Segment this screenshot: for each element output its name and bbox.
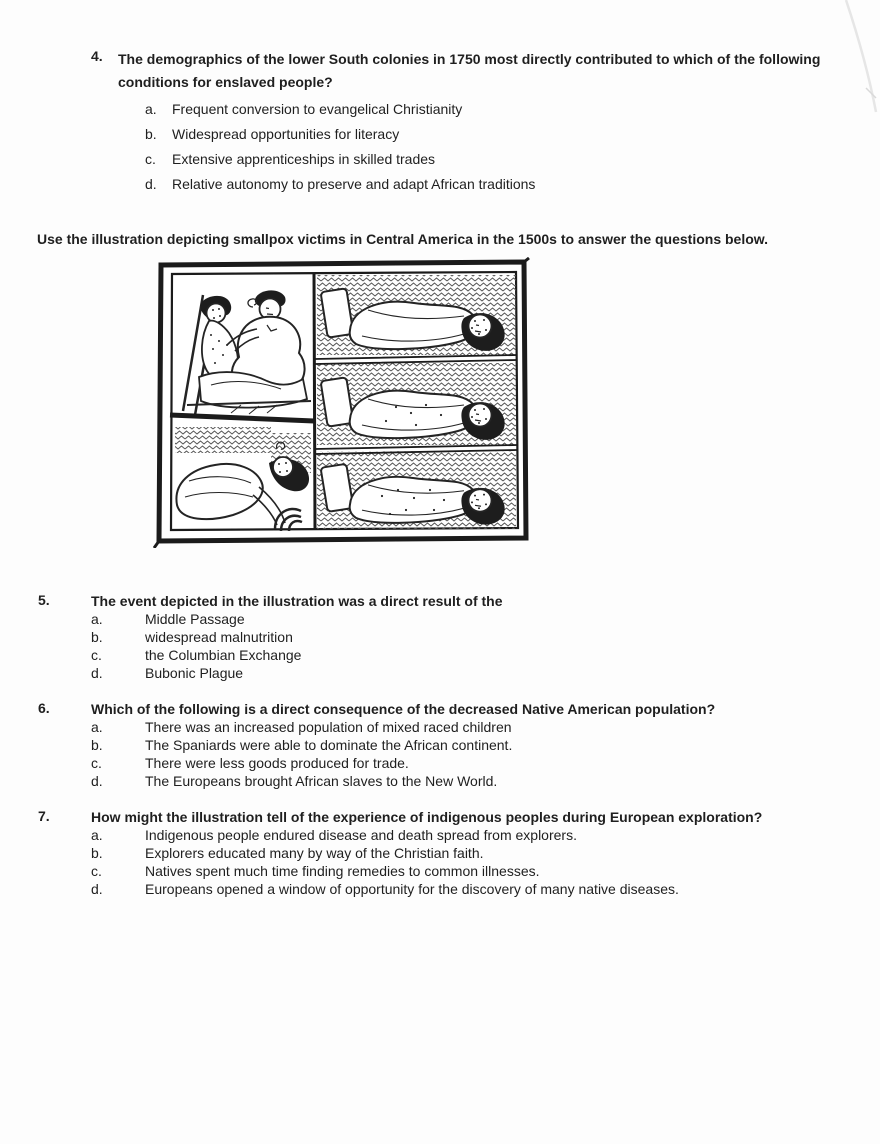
answer-options	[0, 610, 880, 682]
smallpox-illustration	[153, 257, 531, 548]
option-text: widespread malnutrition	[145, 629, 293, 645]
option-letter: b.	[145, 126, 157, 142]
answer-option	[0, 880, 880, 898]
answer-option	[0, 172, 880, 197]
answer-option	[0, 646, 880, 664]
option-text: Extensive apprenticeships in skilled trades	[172, 151, 436, 167]
option-text: Middle Passage	[145, 611, 245, 627]
answer-options	[0, 97, 880, 197]
option-letter: d.	[91, 773, 103, 789]
question-text: How might the illustration tell of the experience of indigenous peoples during European exploration?	[91, 809, 763, 825]
option-letter: b.	[91, 629, 103, 645]
option-text: Bubonic Plague	[145, 665, 244, 681]
option-letter: c.	[91, 863, 102, 879]
option-letter: b.	[91, 845, 103, 861]
option-text: Natives spent much time finding remedies to common illnesses.	[145, 863, 540, 879]
illustration-instruction: Use the illustration depicting smallpox victims in Central America in the 1500s to answer the questions below.	[37, 231, 769, 247]
option-letter: d.	[91, 881, 103, 897]
option-text: Explorers educated many by way of the Christian faith.	[145, 845, 484, 861]
answer-option	[0, 718, 880, 736]
answer-option	[0, 862, 880, 880]
option-text: Frequent conversion to evangelical Christianity	[172, 101, 463, 117]
option-letter: d.	[145, 176, 157, 192]
option-text: Relative autonomy to preserve and adapt African traditions	[172, 176, 536, 192]
option-letter: a.	[145, 101, 157, 117]
option-text: The Spaniards were able to dominate the African continent.	[145, 737, 513, 753]
answer-option	[0, 826, 880, 844]
option-text: The Europeans brought African slaves to the New World.	[145, 773, 498, 789]
option-text: There was an increased population of mixed raced children	[145, 719, 512, 735]
answer-option	[0, 122, 880, 147]
option-text: Europeans opened a window of opportunity for the discovery of many native diseases.	[145, 881, 679, 897]
option-letter: a.	[91, 827, 103, 843]
question-text: The event depicted in the illustration was a direct result of the	[91, 593, 503, 609]
option-letter: d.	[91, 665, 103, 681]
answer-option	[0, 736, 880, 754]
question-number: 5.	[38, 592, 50, 608]
option-letter: a.	[91, 611, 103, 627]
option-text: Indigenous people endured disease and death spread from explorers.	[145, 827, 577, 843]
question-number: 6.	[38, 700, 50, 716]
option-letter: a.	[91, 719, 103, 735]
question-number: 7.	[38, 808, 50, 824]
option-text: There were less goods produced for trade.	[145, 755, 409, 771]
answer-option	[0, 664, 880, 682]
question-text: The demographics of the lower South colonies in 1750 most directly contributed to which of the following conditions for enslaved people?	[118, 51, 821, 90]
option-letter: c.	[145, 151, 156, 167]
question-number: 4.	[91, 48, 103, 64]
answer-option	[0, 628, 880, 646]
option-text: Widespread opportunities for literacy	[172, 126, 400, 142]
answer-option	[0, 844, 880, 862]
option-letter: c.	[91, 755, 102, 771]
answer-option	[0, 610, 880, 628]
question-text: Which of the following is a direct consequence of the decreased Native American population?	[91, 701, 716, 717]
answer-options	[0, 826, 880, 898]
answer-option	[0, 754, 880, 772]
option-letter: c.	[91, 647, 102, 663]
answer-option	[0, 147, 880, 172]
option-letter: b.	[91, 737, 103, 753]
answer-option	[0, 772, 880, 790]
option-text: the Columbian Exchange	[145, 647, 302, 663]
answer-option	[0, 97, 880, 122]
answer-options	[0, 718, 880, 790]
